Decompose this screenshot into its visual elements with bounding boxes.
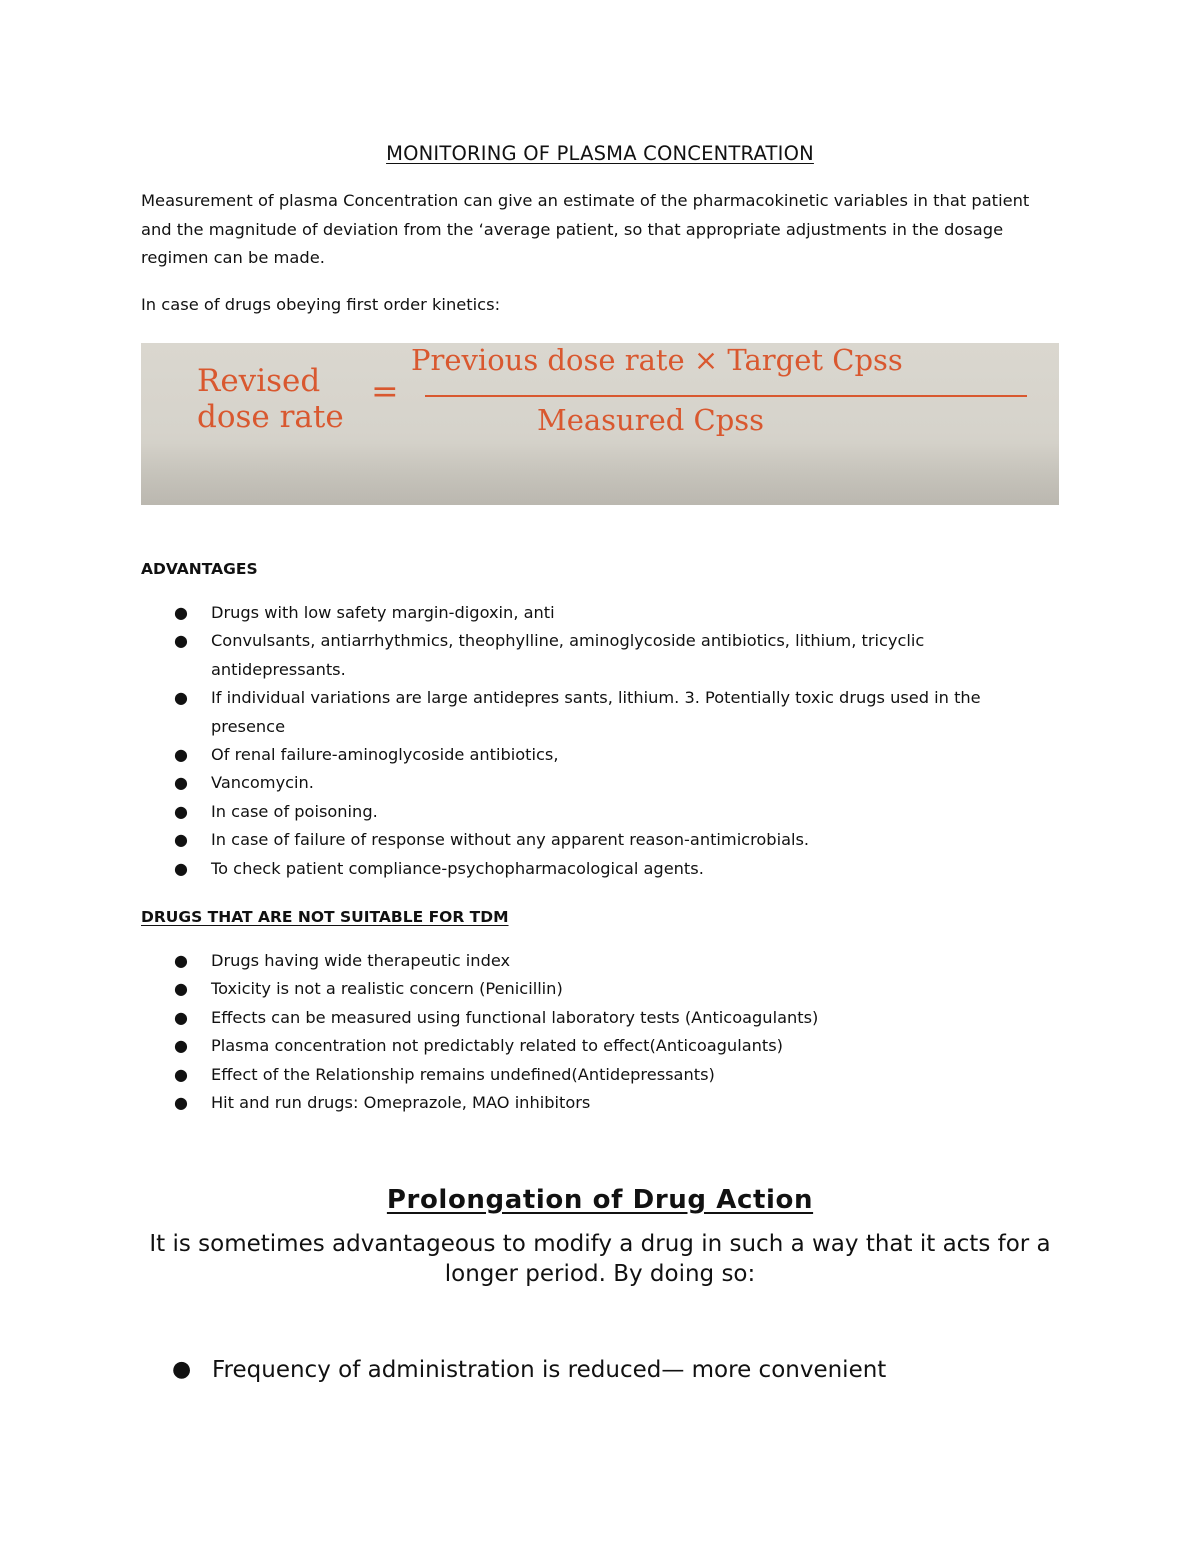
bullet-icon: ● <box>174 830 188 850</box>
list-item-text: Of renal failure-aminoglycoside antibiotics, <box>211 745 559 765</box>
bullet-icon: ● <box>174 1036 188 1056</box>
list-item-text: Effects can be measured using functional laboratory tests (Anticoagulants) <box>211 1007 819 1027</box>
prolongation-heading: Prolongation of Drug Action <box>386 1184 814 1215</box>
list-item-text: Toxicity is not a realistic concern (Penicillin) <box>211 979 563 999</box>
first-order-paragraph: In case of drugs obeying first order kinetics: <box>141 294 501 314</box>
list-item-text: Plasma concentration not predictably related to effect(Anticoagulants) <box>211 1036 783 1056</box>
advantages-list <box>141 599 1059 883</box>
bullet-icon: ● <box>174 979 188 999</box>
list-item-text: In case of poisoning. <box>211 801 378 821</box>
list-item-text: Convulsants, antiarrhythmics, theophylline, aminoglycoside antibiotics, lithium, tricyclic antidepressants. <box>211 631 925 679</box>
list-item-text: Effect of the Relationship remains undefined(Antidepressants) <box>211 1064 715 1084</box>
formula-left-line2: dose rate <box>197 399 344 435</box>
list-item <box>141 1032 1059 1060</box>
prolongation-paragraph: It is sometimes advantageous to modify a drug in such a way that it acts for a longer period. By doing so: <box>149 1230 1051 1287</box>
list-item-text: Drugs having wide therapeutic index <box>211 951 511 971</box>
bullet-icon: ● <box>174 1093 188 1113</box>
list-item <box>141 947 1059 975</box>
bullet-icon: ● <box>174 603 188 622</box>
list-item <box>141 1004 1059 1032</box>
advantages-heading: ADVANTAGES <box>141 560 258 578</box>
list-item <box>141 599 1059 627</box>
bullet-icon: ● <box>174 1007 188 1027</box>
list-item <box>141 798 1059 826</box>
list-item-text: Hit and run drugs: Omeprazole, MAO inhibitors <box>211 1093 591 1113</box>
bullet-icon: ● <box>174 773 188 793</box>
document-title: MONITORING OF PLASMA CONCENTRATION <box>386 142 814 165</box>
formula-denominator: Measured Cpss <box>537 403 765 437</box>
document-content <box>141 140 1059 1387</box>
not-suitable-heading: DRUGS THAT ARE NOT SUITABLE FOR TDM <box>141 908 509 927</box>
bullet-icon: ● <box>174 801 188 821</box>
list-item <box>141 855 1059 883</box>
list-item <box>141 975 1059 1003</box>
formula-fraction-bar <box>425 395 1027 397</box>
list-item <box>141 1089 1059 1117</box>
bullet-icon: ● <box>174 951 188 971</box>
formula-left-side <box>197 363 344 435</box>
bullet-icon: ● <box>174 745 188 765</box>
list-item-text: Frequency of administration is reduced— more convenient <box>212 1356 887 1383</box>
list-item <box>141 684 1059 741</box>
intro-paragraph: Measurement of plasma Concentration can give an estimate of the pharmacokinetic variables in that patient and the magnitude of deviation from the ‘average patient, so that appropriate adjustments in the dosage regimen can be made. <box>141 191 1030 267</box>
list-item <box>141 1353 1059 1387</box>
bullet-icon: ● <box>172 1356 192 1382</box>
bullet-icon: ● <box>174 631 188 651</box>
list-item <box>141 769 1059 797</box>
formula-left-line1: Revised <box>197 363 321 399</box>
list-item-text: To check patient compliance-psychopharmacological agents. <box>211 858 704 878</box>
bullet-icon: ● <box>174 1064 188 1084</box>
bullet-icon: ● <box>174 688 188 708</box>
list-item <box>141 826 1059 854</box>
formula-image <box>141 343 1059 505</box>
formula-equals-sign: = <box>371 371 399 410</box>
list-item-text: Drugs with low safety margin-digoxin, anti <box>211 603 555 622</box>
formula-image-shadow <box>141 443 1059 505</box>
prolongation-list <box>141 1353 1059 1387</box>
not-suitable-list <box>141 947 1059 1117</box>
formula-numerator: Previous dose rate × Target Cpss <box>411 343 903 377</box>
list-item-text: In case of failure of response without any apparent reason-antimicrobials. <box>211 830 810 850</box>
list-item-text: If individual variations are large antidepres sants, lithium. 3. Potentially toxic drugs used in the presence <box>211 688 981 736</box>
bullet-icon: ● <box>174 858 188 878</box>
list-item <box>141 627 1059 684</box>
list-item-text: Vancomycin. <box>211 773 314 793</box>
list-item <box>141 1061 1059 1089</box>
list-item <box>141 741 1059 769</box>
